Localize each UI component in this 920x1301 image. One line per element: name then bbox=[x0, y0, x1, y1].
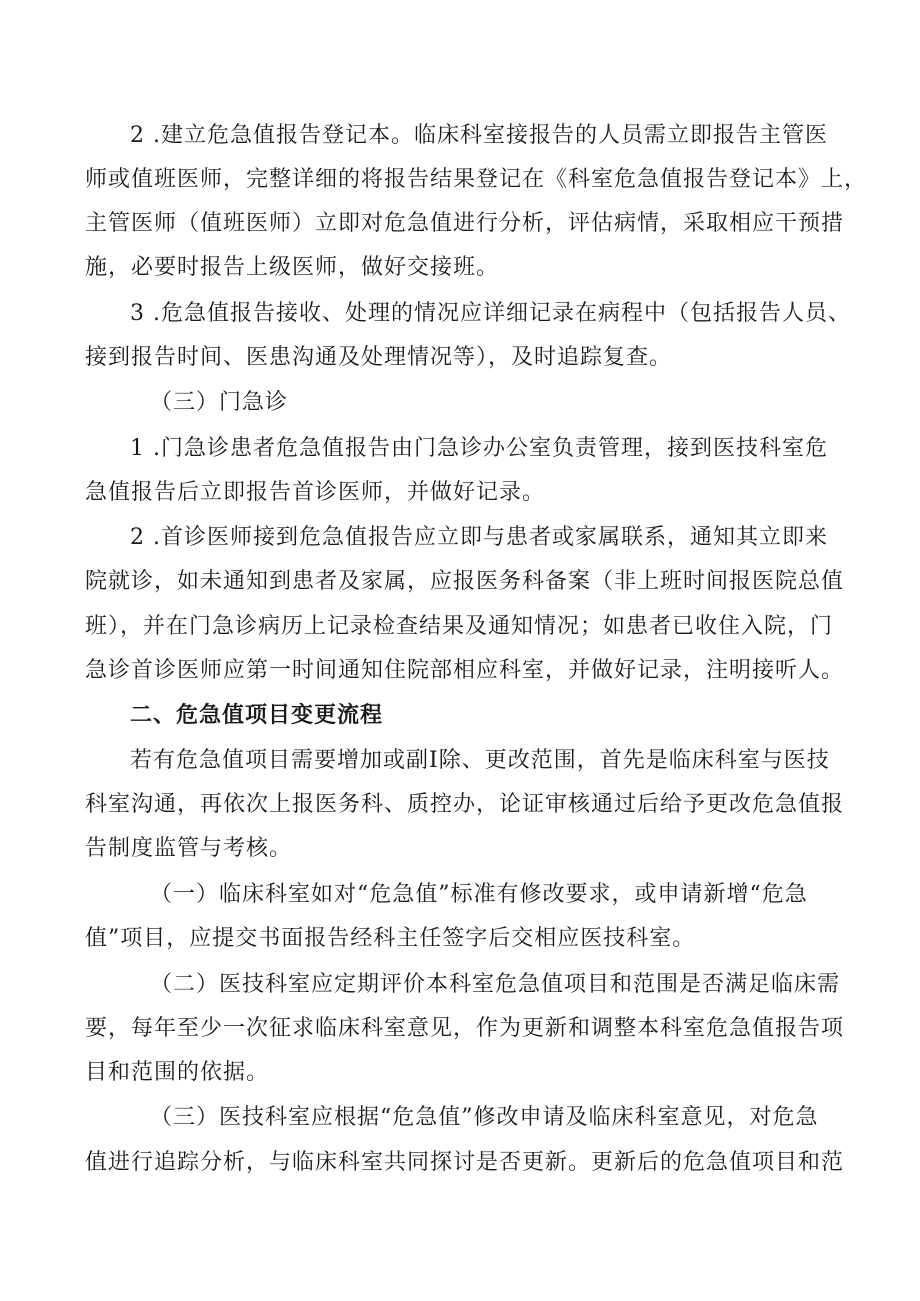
paragraph-line: 3 .危急值报告接收、处理的情况应详细记录在病程中（包括报告人员、 bbox=[130, 301, 851, 326]
paragraph-line: 2 .建立危急值报告登记本。临床科室接报告的人员需立即报告主管医 bbox=[130, 123, 828, 148]
paragraph-line: 师或值班医师，完整详细的将报告结果登记在《科室危急值报告登记本》上， bbox=[85, 167, 868, 192]
paragraph-line: 院就诊，如未通知到患者及家属，应报医务科备案（非上班时间报医院总值 bbox=[85, 569, 845, 594]
paragraph-line: 接到报告时间、医患沟通及处理情况等），及时追踪复查。 bbox=[85, 345, 673, 370]
paragraph-line: 主管医师（值班医师）立即对危急值进行分析，评估病情，采取相应干预措 bbox=[85, 211, 845, 236]
paragraph-line: 班），并在门急诊病历上记录检查结果及通知情况；如患者已收住入院，门 bbox=[85, 614, 834, 639]
paragraph-line: 施，必要时报告上级医师，做好交接班。 bbox=[85, 255, 500, 280]
paragraph-line: 2 .首诊医师接到危急值报告应立即与患者或家属联系，通知其立即来 bbox=[130, 525, 828, 550]
paragraph-line: 急值报告后立即报告首诊医师，并做好记录。 bbox=[85, 480, 546, 505]
paragraph-line: 要，每年至少一次征求临床科室意见，作为更新和调整本科室危急值报告项 bbox=[85, 1016, 845, 1041]
paragraph-line: 急诊首诊医师应第一时间通知住院部相应科室，并做好记录，注明接听人。 bbox=[85, 658, 845, 683]
paragraph-line: 告制度监管与考核。 bbox=[85, 836, 293, 861]
paragraph-line: 若有危急值项目需要增加或副I除、更改范围，首先是临床科室与医技 bbox=[130, 748, 830, 773]
paragraph-line: （二）医技科室应定期评价本科室危急值项目和范围是否满足临床需 bbox=[150, 972, 841, 997]
paragraph-line: （一）临床科室如对“危急值”标准有修改要求，或申请新增“危急 bbox=[150, 882, 808, 907]
section-heading: 二、危急值项目变更流程 bbox=[130, 703, 384, 728]
paragraph-line: 目和范围的依据。 bbox=[85, 1060, 270, 1085]
paragraph-line: 值进行追踪分析，与临床科室共同探讨是否更新。更新后的危急值项目和范 bbox=[85, 1150, 845, 1175]
paragraph-line: 值”项目，应提交书面报告经科主任签字后交相应医技科室。 bbox=[85, 926, 696, 951]
paragraph-line: 1 .门急诊患者危急值报告由门急诊办公室负责管理，接到医技科室危 bbox=[130, 436, 828, 461]
paragraph-line: 科室沟通，再依次上报医务科、质控办，论证审核通过后给予更改危急值报 bbox=[85, 792, 845, 817]
section-subheading: （三）门急诊 bbox=[150, 390, 289, 415]
paragraph-line: （三）医技科室应根据“危急值”修改申请及临床科室意见，对危急 bbox=[150, 1105, 819, 1130]
